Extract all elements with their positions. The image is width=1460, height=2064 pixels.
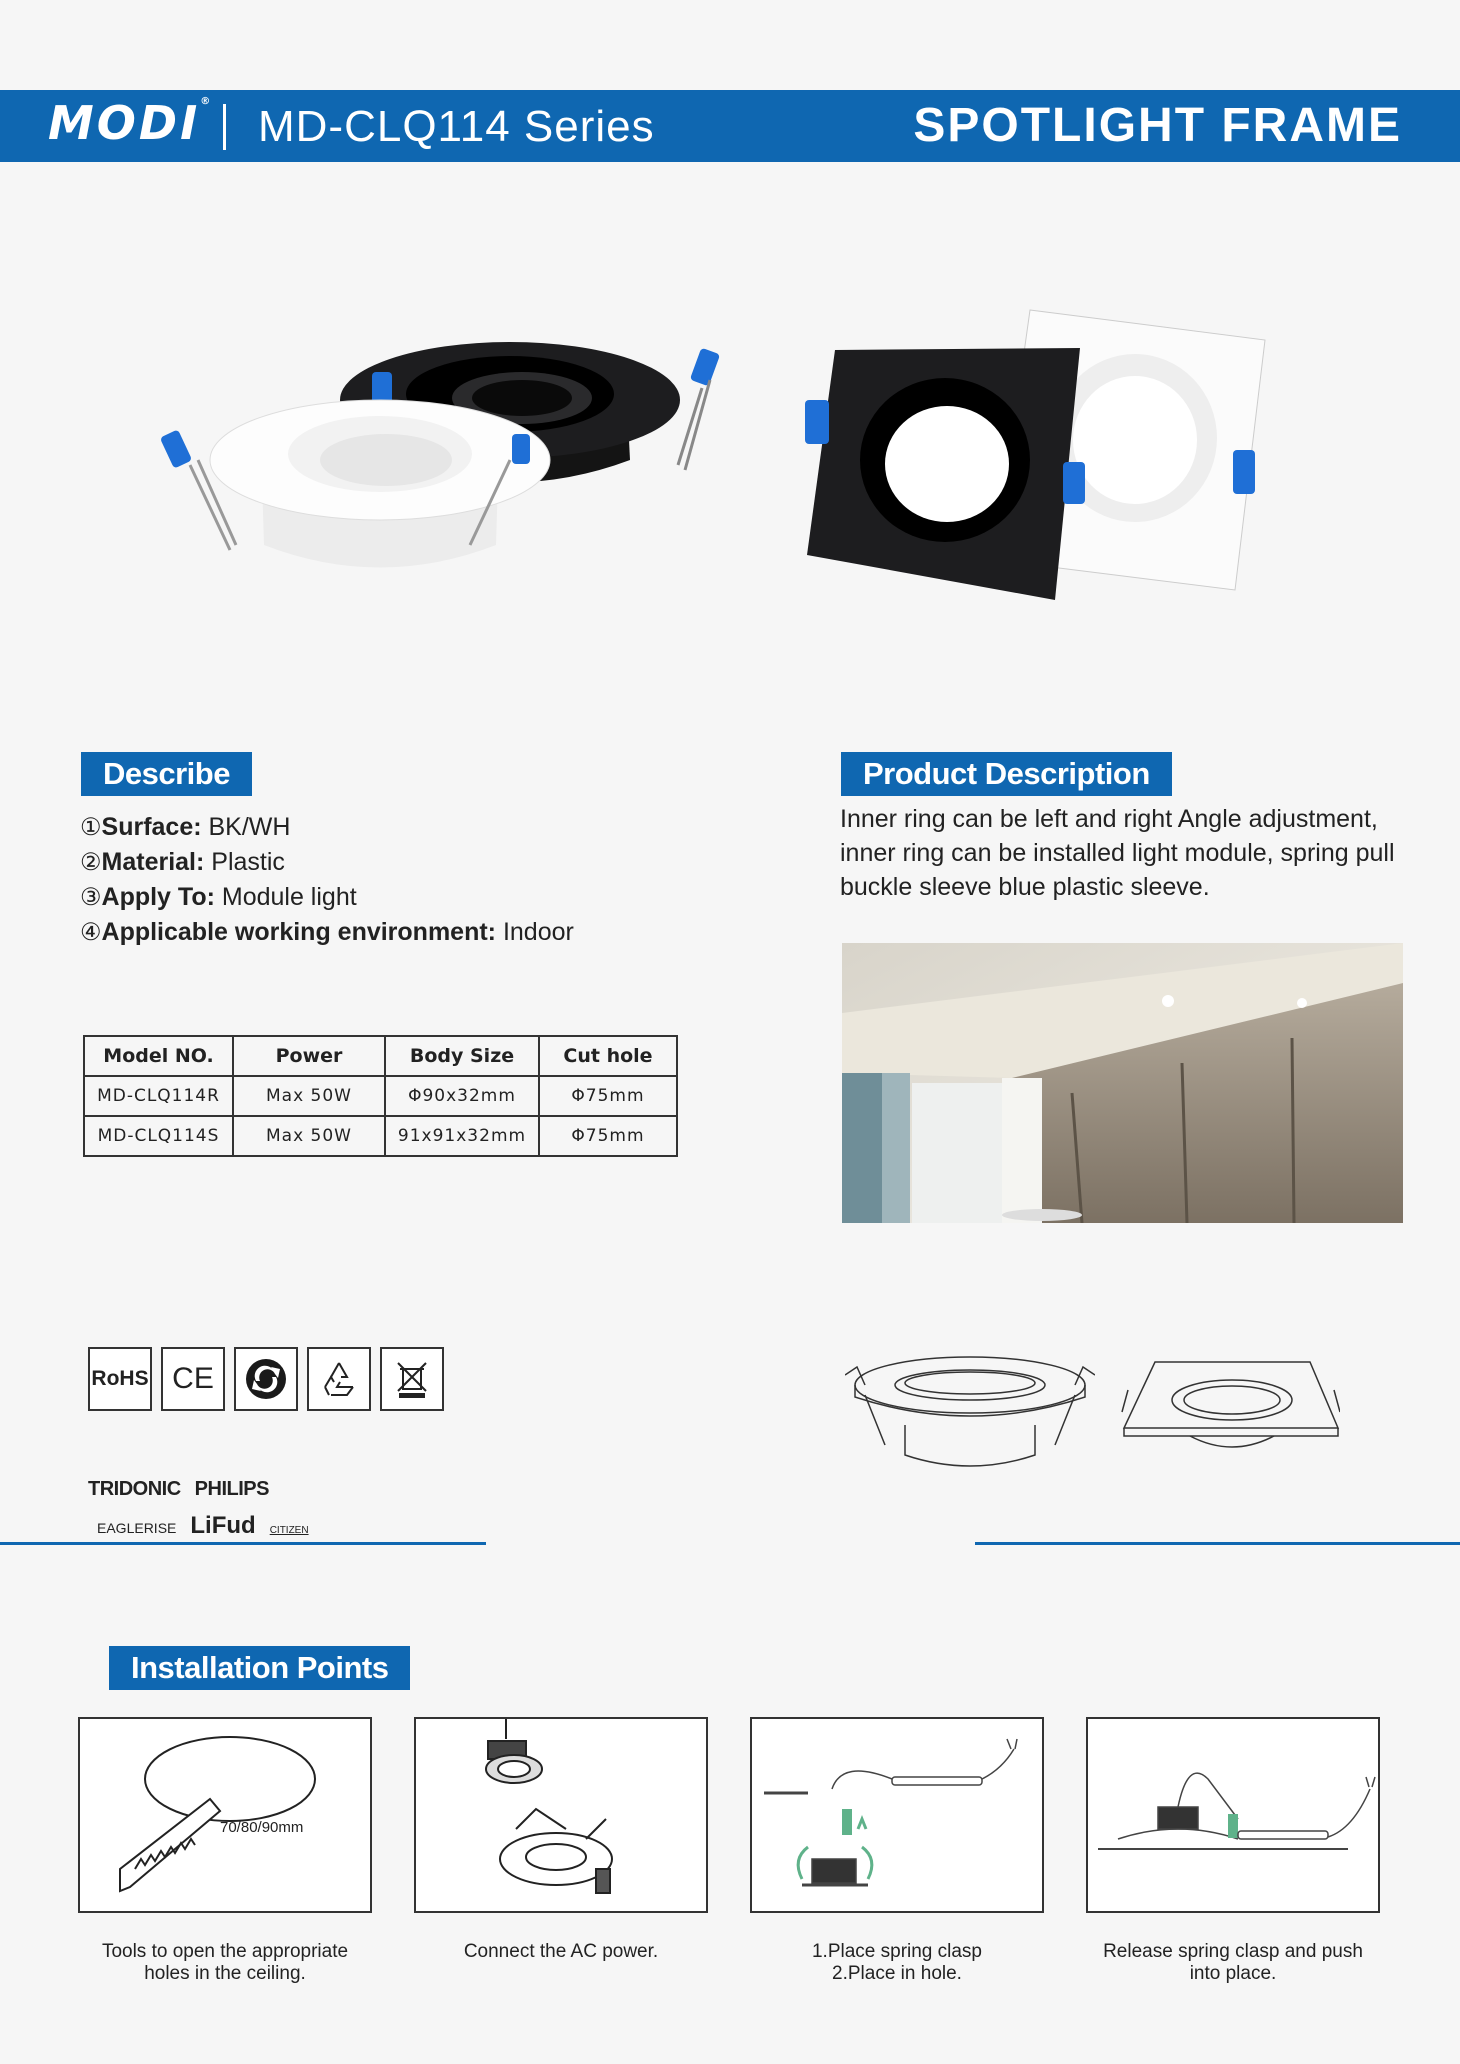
citizen-logo: CITIZEN xyxy=(269,1525,309,1536)
cell-model: MD-CLQ114R xyxy=(84,1076,233,1116)
install-step-2-illustration xyxy=(414,1717,708,1913)
round-frame-line-drawing xyxy=(845,1345,1095,1475)
describe-environment: ④Applicable working environment: Indoor xyxy=(80,918,574,946)
divider-right xyxy=(975,1542,1460,1545)
table-row xyxy=(84,1116,677,1156)
partner-brands-row-1 xyxy=(88,1478,269,1501)
install-step-3-caption: 1.Place spring clasp 2.Place in hole. xyxy=(811,1941,983,1984)
white-round-frame xyxy=(160,400,550,568)
product-description-text: Inner ring can be left and right Angle adjustment, inner ring can be installed light module, spring pull buckle sleeve blue plastic sleeve. xyxy=(840,805,1395,901)
install-step-2-caption: Connect the AC power. xyxy=(463,1941,659,1962)
spec-table xyxy=(83,1035,678,1157)
cell-model: MD-CLQ114S xyxy=(84,1116,233,1156)
col-power: Power xyxy=(233,1036,385,1076)
table-row xyxy=(84,1076,677,1116)
weee-bin-icon xyxy=(380,1347,444,1411)
tridonic-logo: TRIDONIC xyxy=(88,1478,181,1500)
install-step-1-caption: Tools to open the appropriate holes in the ceiling. xyxy=(101,1941,349,1984)
cell-power: Max 50W xyxy=(233,1076,385,1116)
install-step-4-illustration xyxy=(1086,1717,1380,1913)
installation-heading: Installation Points xyxy=(109,1646,410,1690)
philips-logo: PHILIPS xyxy=(194,1478,269,1500)
square-frames-photo xyxy=(795,300,1275,610)
col-cut-hole: Cut hole xyxy=(539,1036,677,1076)
room-application-photo xyxy=(842,943,1403,1223)
cut-hole-size-label: 70/80/90mm xyxy=(220,1819,304,1836)
partner-brands-row-2 xyxy=(97,1512,309,1540)
cell-body-size: 91x91x32mm xyxy=(385,1116,539,1156)
header-divider xyxy=(223,104,226,150)
lifud-logo: LiFud xyxy=(190,1512,256,1539)
describe-heading: Describe xyxy=(81,752,252,796)
table-header-row xyxy=(84,1036,677,1076)
col-model: Model NO. xyxy=(84,1036,233,1076)
eaglerise-logo: EAGLERISE xyxy=(97,1520,177,1536)
brand-logo: MODI® xyxy=(48,96,211,150)
install-step-1-illustration xyxy=(78,1717,372,1913)
describe-apply-to: ③Apply To: Module light xyxy=(80,883,357,911)
describe-list xyxy=(80,810,574,950)
cell-cut-hole: Φ75mm xyxy=(539,1076,677,1116)
describe-material: ②Material: Plastic xyxy=(80,848,285,876)
recycle-icon xyxy=(307,1347,371,1411)
ce-icon: CE xyxy=(161,1347,225,1411)
square-frame-line-drawing xyxy=(1120,1360,1340,1470)
rohs-icon: RoHS xyxy=(88,1347,152,1411)
cell-body-size: Φ90x32mm xyxy=(385,1076,539,1116)
page-title: SPOTLIGHT FRAME xyxy=(913,99,1402,152)
describe-surface: ①Surface: BK/WH xyxy=(80,813,291,841)
col-body-size: Body Size xyxy=(385,1036,539,1076)
product-description-heading: Product Description xyxy=(841,752,1172,796)
cell-cut-hole: Φ75mm xyxy=(539,1116,677,1156)
divider-left xyxy=(0,1542,486,1545)
green-dot-icon xyxy=(234,1347,298,1411)
cell-power: Max 50W xyxy=(233,1116,385,1156)
series-title: MD-CLQ114 Series xyxy=(258,102,655,151)
black-square-frame xyxy=(805,348,1085,600)
round-frames-photo xyxy=(150,330,770,610)
install-step-4-caption: Release spring clasp and push into place. xyxy=(1103,1941,1363,1984)
install-step-3-illustration xyxy=(750,1717,1044,1913)
